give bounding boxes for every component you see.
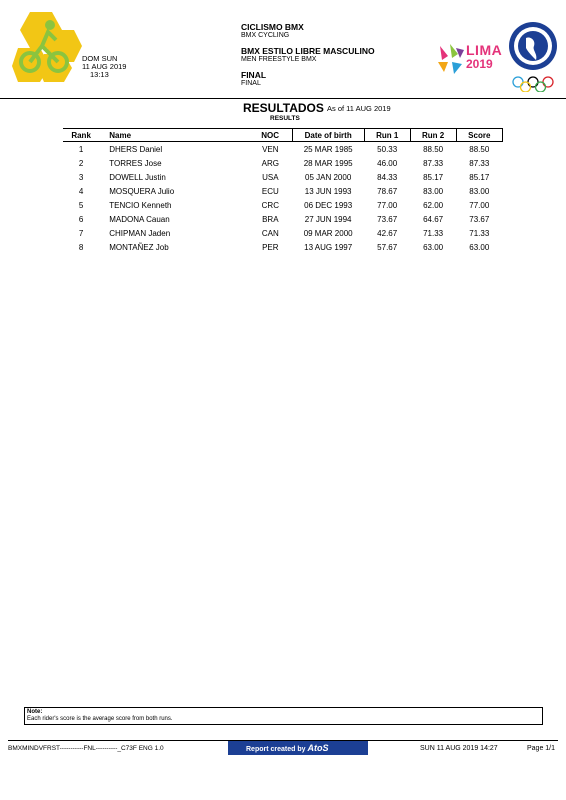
cell-dob: 13 JUN 1993 — [304, 186, 352, 196]
table-row — [63, 198, 503, 212]
cell-run1: 77.00 — [377, 200, 398, 210]
report-created-label — [246, 743, 328, 753]
table-row — [63, 240, 503, 254]
cell-name: MADONA Cauan — [109, 214, 170, 224]
cell-rank: 1 — [78, 144, 84, 154]
cell-rank: 8 — [78, 242, 84, 252]
cell-rank: 7 — [78, 228, 84, 238]
cell-name: MONTAÑEZ Job — [109, 242, 169, 252]
cell-noc: CRC — [261, 200, 279, 210]
table-row — [63, 142, 503, 157]
cell-score: 73.67 — [469, 214, 490, 224]
page-number: Page 1/1 — [527, 745, 556, 752]
event-title-en: MEN FREESTYLE BMX — [241, 56, 317, 63]
cell-name: CHIPMAN Jaden — [109, 228, 171, 238]
date-label: 11 AUG 2019 — [82, 62, 127, 71]
note-box — [24, 707, 543, 725]
cell-rank: 2 — [78, 158, 84, 168]
results-title: RESULTADOS — [243, 101, 324, 115]
cell-score: 88.50 — [469, 144, 490, 154]
table-row — [63, 184, 503, 198]
panam-sports-seal-icon — [506, 20, 560, 92]
report-created-banner — [228, 741, 368, 755]
cell-run2: 63.00 — [423, 242, 444, 252]
cell-name: DOWELL Justin — [109, 172, 166, 182]
report-code: BMXMINDVFRST-----------FNL----------_C73F ENG 1.0 — [8, 745, 164, 752]
cell-dob: 06 DEC 1993 — [304, 200, 353, 210]
cell-run1: 57.67 — [377, 242, 398, 252]
atos-logo-icon: AtoS — [307, 743, 329, 753]
table-row — [63, 212, 503, 226]
cell-dob: 28 MAR 1995 — [303, 158, 353, 168]
cell-run2: 71.33 — [423, 228, 444, 238]
cell-noc: CAN — [261, 228, 279, 238]
col-rank: Rank — [63, 129, 99, 142]
day-label: DOM SUN — [82, 54, 118, 63]
report-created-text: Report created by — [246, 746, 306, 753]
cell-run1: 46.00 — [377, 158, 398, 168]
cell-dob: 05 JAN 2000 — [305, 172, 352, 182]
results-header-row — [63, 129, 503, 142]
cell-run1: 50.33 — [377, 144, 398, 154]
cell-noc: ECU — [261, 186, 279, 196]
results-subtitle: RESULTS — [270, 115, 300, 122]
cell-run2: 62.00 — [423, 200, 444, 210]
cell-name: MOSQUERA Julio — [109, 186, 175, 196]
cell-dob: 09 MAR 2000 — [303, 228, 353, 238]
event-info — [241, 22, 375, 88]
sport-title-en: BMX CYCLING — [241, 32, 290, 39]
cell-score: 71.33 — [469, 228, 490, 238]
col-score: Score — [456, 129, 502, 142]
cell-name: TORRES Jose — [109, 158, 162, 168]
time-label: 13:13 — [90, 70, 109, 79]
cell-rank: 5 — [78, 200, 84, 210]
col-name: Name — [99, 129, 248, 142]
cell-rank: 3 — [78, 172, 84, 182]
cell-dob: 25 MAR 1985 — [303, 144, 353, 154]
note-label: Note: — [27, 709, 43, 715]
cell-noc: BRA — [262, 214, 279, 224]
event-title-es: BMX ESTILO LIBRE MASCULINO — [241, 46, 375, 56]
cell-noc: PER — [262, 242, 279, 252]
cell-run1: 78.67 — [377, 186, 398, 196]
col-noc: NOC — [249, 129, 293, 142]
generated-timestamp: SUN 11 AUG 2019 14:27 — [420, 745, 498, 752]
cell-score: 87.33 — [469, 158, 490, 168]
cell-score: 63.00 — [469, 242, 490, 252]
cell-run1: 84.33 — [377, 172, 398, 182]
col-dob: Date of birth — [292, 129, 364, 142]
note-text: Each rider's score is the average score from both runs. — [27, 716, 173, 722]
lima-text: LIMA — [466, 42, 503, 58]
table-row — [63, 170, 503, 184]
phase-title-en: FINAL — [241, 80, 261, 87]
lima-year: 2019 — [466, 57, 493, 71]
cell-dob: 13 AUG 1997 — [304, 242, 353, 252]
cell-run2: 85.17 — [423, 172, 444, 182]
cell-dob: 27 JUN 1994 — [304, 214, 352, 224]
bmx-cycling-logo-icon — [12, 10, 82, 82]
cell-noc: ARG — [261, 158, 279, 168]
cell-score: 77.00 — [469, 200, 490, 210]
sport-title-es: CICLISMO BMX — [241, 22, 304, 32]
cell-run2: 83.00 — [423, 186, 444, 196]
col-run1: Run 1 — [364, 129, 410, 142]
cell-run2: 87.33 — [423, 158, 444, 168]
results-as-of: As of 11 AUG 2019 — [327, 104, 391, 113]
date-time-block — [82, 55, 126, 79]
cell-score: 85.17 — [469, 172, 490, 182]
cell-noc: VEN — [262, 144, 279, 154]
col-run2: Run 2 — [410, 129, 456, 142]
cell-name: DHERS Daniel — [109, 144, 163, 154]
table-row — [63, 156, 503, 170]
header-divider — [0, 98, 566, 99]
cell-run2: 88.50 — [423, 144, 444, 154]
cell-run1: 73.67 — [377, 214, 398, 224]
cell-rank: 6 — [78, 214, 84, 224]
results-table — [63, 128, 503, 254]
lima-2019-logo-icon — [436, 40, 506, 82]
phase-title-es: FINAL — [241, 70, 267, 80]
table-row — [63, 226, 503, 240]
cell-name: TENCIO Kenneth — [109, 200, 172, 210]
cell-score: 83.00 — [469, 186, 490, 196]
cell-run1: 42.67 — [377, 228, 398, 238]
cell-rank: 4 — [78, 186, 84, 196]
cell-run2: 64.67 — [423, 214, 444, 224]
cell-noc: USA — [262, 172, 279, 182]
